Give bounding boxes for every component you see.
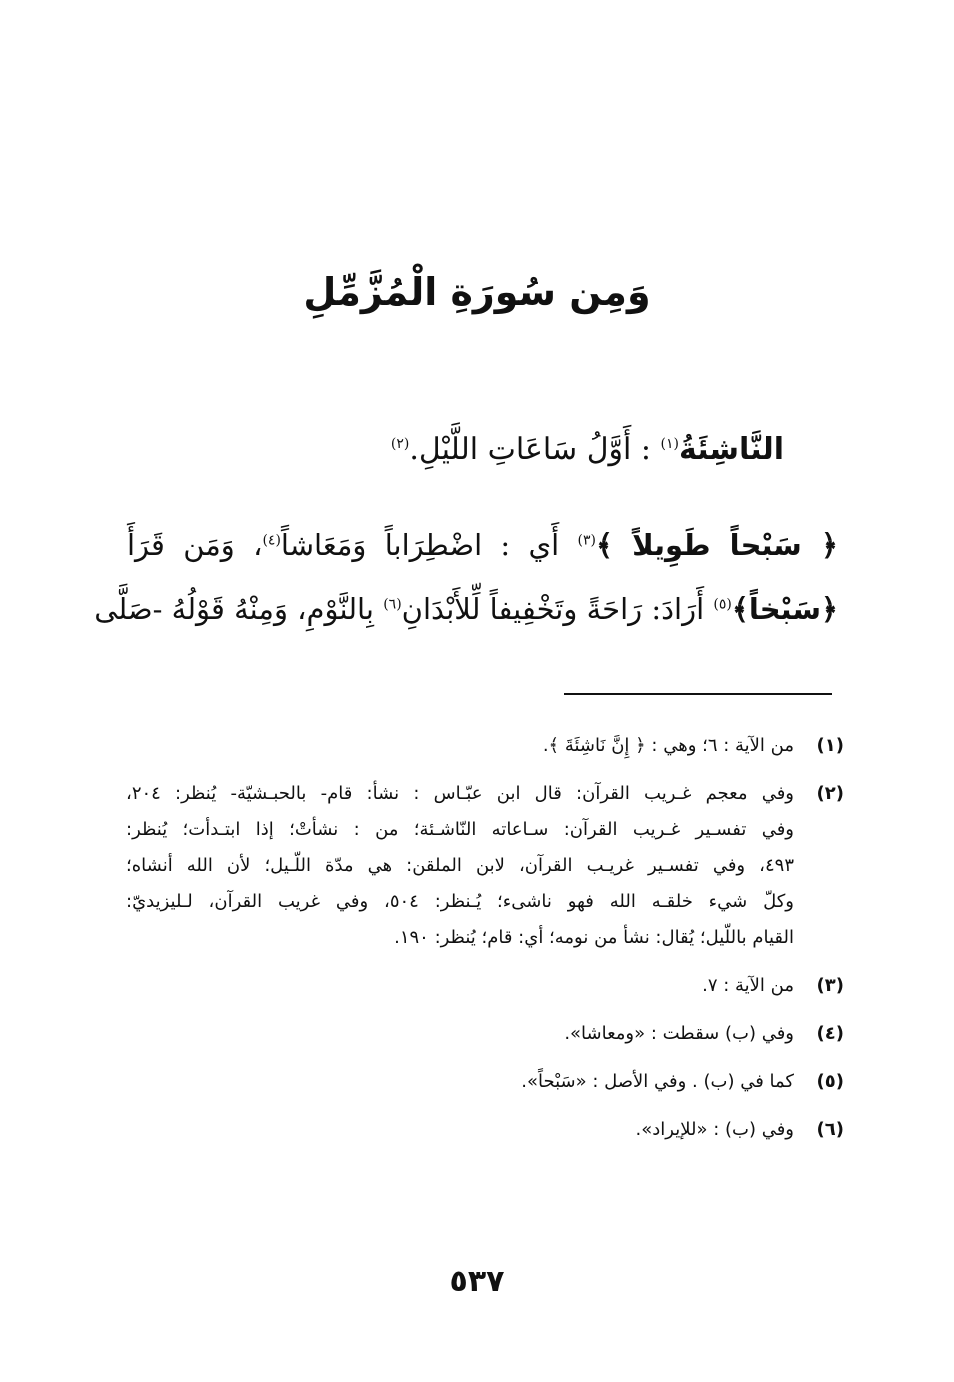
quran-quote-sabkhan: ﴿سَبْخاً﴾ <box>731 592 838 626</box>
footnote-line: وفي تفسـير غـريب القرآن: سـاعاته النّاشـئة؛ من : نشأتْ؛ إذا ابتـدأت؛ يُنظر: <box>126 819 794 840</box>
body-text: بِالنَّوْمِ، وَمِنْهُ قَوْلُهُ -صَلَّى <box>94 592 384 626</box>
entry-term: النَّاشِئَةُ <box>679 432 784 467</box>
footnote-text <box>126 776 794 956</box>
entry-definition: أَوَّلُ سَاعَاتِ اللَّيْلِ. <box>409 432 632 467</box>
page-number: ٥٣٧ <box>449 1264 505 1299</box>
footnote-divider <box>564 693 832 695</box>
footnote-ref-3[interactable]: (٣) <box>577 532 596 549</box>
footnote-number: (٤) <box>816 1023 844 1044</box>
footnote-line: وكلّ شيء خلقـه الله فهو ناشىء؛ يُـنظر: ٥٠٤، وفي غريب القرآن، لـليزيديّ: <box>126 891 794 912</box>
footnote-number: (٦) <box>816 1119 844 1140</box>
footnote-line: القيام باللّيل؛ يُقال: نشأ من نومه؛ أي: قام؛ يُنظر: ١٩٠. <box>394 927 794 948</box>
footnote-text <box>126 1016 794 1052</box>
footnote-item <box>126 1112 844 1148</box>
footnote-number: (٥) <box>816 1071 844 1092</box>
entry-separator: : <box>631 432 661 467</box>
footnote-item <box>126 728 844 764</box>
footnote-line: ٤٩٣، وفي تفسـير غريـب القرآن، لابن الملقن: هي مدّة اللّـيل؛ لأن الله أنشاه؛ <box>126 855 794 876</box>
footnote-item <box>126 1016 844 1052</box>
footnote-ref-6[interactable]: (٦) <box>383 596 402 613</box>
footnote-item <box>126 776 844 956</box>
glossary-entry <box>391 425 784 475</box>
footnote-text <box>126 1064 794 1100</box>
footnote-text <box>126 728 794 764</box>
footnote-text <box>126 968 794 1004</box>
body-paragraph <box>94 513 838 641</box>
footnote-number: (٣) <box>816 975 844 996</box>
body-text: أَي : اضْطِرَاباً وَمَعَاشاً <box>280 528 578 562</box>
footnote-number: (١) <box>816 735 844 756</box>
footnote-line: من الآية : ٦؛ وهي : ﴿ إِنَّ نَاشِئَةَ ﴾. <box>542 735 794 756</box>
footnote-text <box>126 1112 794 1148</box>
footnotes-section <box>126 728 844 1160</box>
chapter-title: وَمِن سُورَةِ الْمُزَّمِّلِ <box>303 270 651 314</box>
footnote-line: كما في (ب) . وفي الأصل : «سَبْحاً». <box>521 1071 794 1092</box>
body-text: ، وَمَن قَرَأَ <box>127 528 263 562</box>
footnote-ref-2[interactable]: (٢) <box>390 436 410 452</box>
footnote-line: وفي (ب) : «للإيراد». <box>635 1119 794 1140</box>
footnote-ref-4[interactable]: (٤) <box>262 532 281 549</box>
footnote-line: وفي (ب) سقطت : «ومعاشا». <box>564 1023 794 1044</box>
quran-quote-sabhan: ﴿ سَبْحاً طَوِيلاً ﴾ <box>595 528 838 562</box>
footnote-item <box>126 1064 844 1100</box>
footnote-ref-1[interactable]: (١) <box>660 436 679 452</box>
body-text: أَرَادَ: رَاحَةً وتَخْفِيفاً لِّلأَبْدَانِ <box>401 592 714 626</box>
footnote-ref-5[interactable]: (٥) <box>713 596 732 613</box>
body-line-2 <box>94 577 838 641</box>
footnote-item <box>126 968 844 1004</box>
footnote-line: وفي معجم غـريب القرآن: قال ابن عبّـاس : نشأ: قام- بالحبـشيّة- يُنظر: ٢٠٤، <box>126 783 794 804</box>
footnote-line: من الآية : ٧. <box>702 975 794 996</box>
body-line-1 <box>127 513 838 577</box>
footnote-number: (٢) <box>816 783 844 804</box>
